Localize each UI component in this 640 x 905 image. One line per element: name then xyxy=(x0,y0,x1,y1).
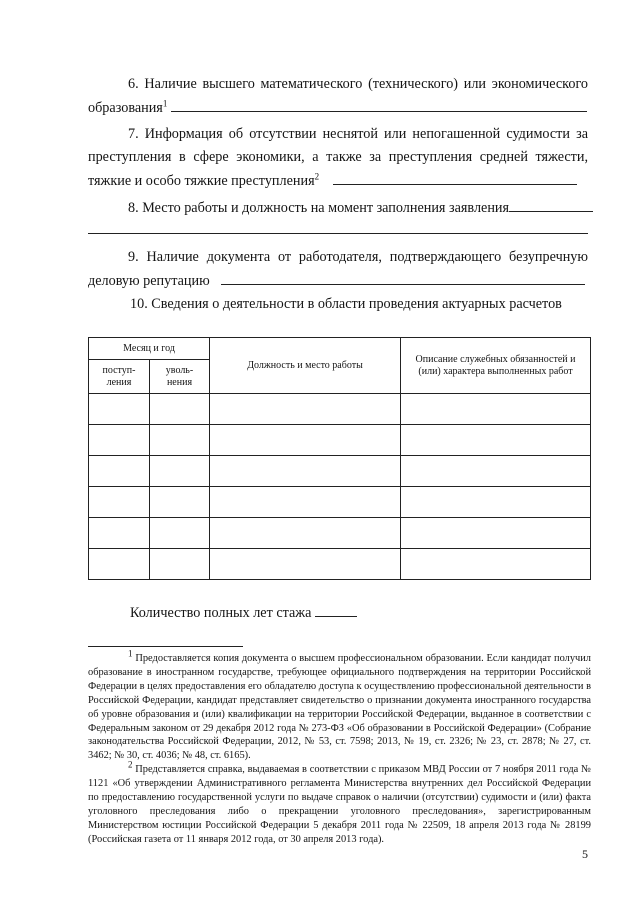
footnote-1 xyxy=(88,648,591,763)
education-field[interactable] xyxy=(171,98,587,112)
footnote-ref-2: 2 xyxy=(314,171,320,182)
table-row xyxy=(89,394,591,425)
workplace-field-part-2[interactable] xyxy=(88,233,588,234)
item-7-label: тяжкие и особо тяжкие преступления xyxy=(88,173,315,189)
dismissal-cell[interactable] xyxy=(150,456,210,487)
dismissal-cell[interactable] xyxy=(150,549,210,580)
position-cell[interactable] xyxy=(210,549,401,580)
hire-cell[interactable] xyxy=(89,549,150,580)
table-row xyxy=(89,549,591,580)
table-row xyxy=(89,487,591,518)
page-number: 5 xyxy=(582,847,588,861)
item-9-label: деловую репутацию xyxy=(88,273,210,289)
item-6-label: образования xyxy=(88,100,163,116)
header-position: Должность и место работы xyxy=(210,338,401,394)
item-6-line-1: 6. Наличие высшего математического (технического) или экономического xyxy=(128,76,588,92)
experience-line xyxy=(130,603,357,622)
footnote-2-mark: 2 xyxy=(128,759,133,770)
duties-cell[interactable] xyxy=(401,456,591,487)
duties-cell[interactable] xyxy=(401,394,591,425)
header-hire: поступ- ления xyxy=(89,360,150,394)
header-dismissal: уволь- нения xyxy=(150,360,210,394)
hire-cell[interactable] xyxy=(89,425,150,456)
footnote-2 xyxy=(88,759,591,846)
item-9-line-2 xyxy=(88,271,585,290)
position-cell[interactable] xyxy=(210,518,401,549)
header-month-year: Месяц и год xyxy=(89,338,210,360)
footnote-1-text: Предоставляется копия документа о высшем профессиональном образовании. Если кандидат получил образование в иностранном государстве, требующее официального подтверждения на территории Российской Федерации в целях предоставления его обладателю доступа к осуществлению профессиональной деятельности в Российской Федерации, кандидат представляет свидетельство о признании документа иностранного государства об уровне образования и (или) квалификации на территории Российской Федерации, выданное в соответствии с Федеральным законом от 29 декабря 2012 года № 273-ФЗ «Об образовании в Российской Федерации» (Собрание законодательства Российской Федерации, 2012, № 53, ст. 7598; 2013, № 19, ст. 2326; № 23, ст. 2878; № 27, ст. 3462; № 30, ст. 4036; № 48, ст. 6165). xyxy=(88,653,591,762)
item-7-line-3 xyxy=(88,171,577,190)
table-row xyxy=(89,425,591,456)
item-7-line-1: 7. Информация об отсутствии неснятой или непогашенной судимости за xyxy=(128,126,588,142)
experience-label: Количество полных лет стажа xyxy=(130,605,312,621)
footnote-1-mark: 1 xyxy=(128,648,133,659)
item-6-line-2 xyxy=(88,98,587,117)
hire-cell[interactable] xyxy=(89,518,150,549)
table-row xyxy=(89,456,591,487)
footnote-ref-1: 1 xyxy=(162,98,168,109)
item-10-title: 10. Сведения о деятельности в области проведения актуарных расчетов xyxy=(130,296,562,312)
hire-cell[interactable] xyxy=(89,394,150,425)
hire-cell[interactable] xyxy=(89,487,150,518)
footnote-separator xyxy=(88,646,243,647)
criminal-record-field[interactable] xyxy=(333,171,577,185)
experience-years-field[interactable] xyxy=(315,603,357,617)
position-cell[interactable] xyxy=(210,487,401,518)
footnote-2-text: Представляется справка, выдаваемая в соответствии с приказом МВД России от 7 ноября 2011 года № 1121 «Об утверждении Административного регламента Министерства внутренних дел Российской Федерации по предоставлению государственной услуги по выдаче справок о наличии (отсутствии) судимости и (или) факта уголовного преследования либо о прекращении уголовного преследования», зарегистрированным Министерством юстиции Российской Федерации 5 декабря 2011 года № 22509, 18 апреля 2013 года № 28199 (Российская газета от 11 января 2012 года, от 30 апреля 2013 года). xyxy=(88,764,591,845)
hire-cell[interactable] xyxy=(89,456,150,487)
dismissal-cell[interactable] xyxy=(150,487,210,518)
position-cell[interactable] xyxy=(210,456,401,487)
position-cell[interactable] xyxy=(210,394,401,425)
duties-cell[interactable] xyxy=(401,425,591,456)
actuarial-activity-table xyxy=(88,337,591,580)
table-body xyxy=(89,394,591,580)
dismissal-cell[interactable] xyxy=(150,425,210,456)
dismissal-cell[interactable] xyxy=(150,394,210,425)
position-cell[interactable] xyxy=(210,425,401,456)
item-9-line-1: 9. Наличие документа от работодателя, подтверждающего безупречную xyxy=(128,249,588,265)
workplace-field-part-1[interactable] xyxy=(509,198,593,212)
duties-cell[interactable] xyxy=(401,487,591,518)
header-duties: Описание служебных обязанностей и (или) характера выполненных работ xyxy=(401,338,591,394)
reputation-document-field[interactable] xyxy=(221,271,585,285)
duties-cell[interactable] xyxy=(401,549,591,580)
dismissal-cell[interactable] xyxy=(150,518,210,549)
item-7-line-2: преступления в сфере экономики, а также за преступления средней тяжести, xyxy=(88,149,588,165)
item-8-label: 8. Место работы и должность на момент заполнения заявления xyxy=(128,200,510,216)
duties-cell[interactable] xyxy=(401,518,591,549)
item-8-line-1 xyxy=(128,198,593,217)
table-row xyxy=(89,518,591,549)
